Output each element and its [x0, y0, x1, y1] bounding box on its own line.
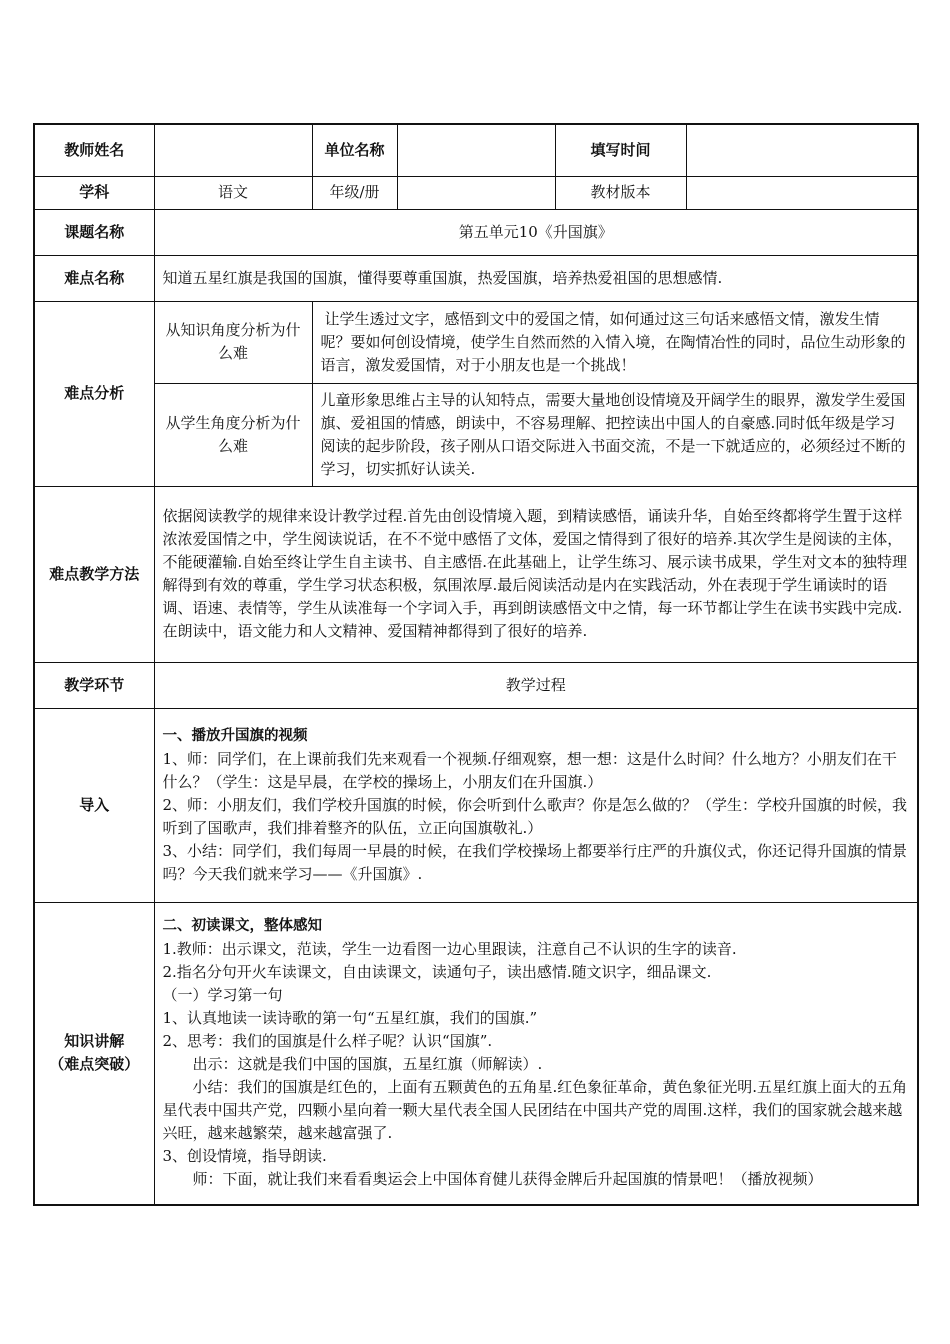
unit-name-label: 单位名称: [312, 124, 397, 176]
student-angle-label: 从学生角度分析为什么难: [154, 383, 312, 486]
course-label: 课题名称: [34, 209, 154, 255]
grade-label: 年级/册: [312, 176, 397, 209]
intro-content: [154, 708, 918, 902]
knowledge-paragraph-6: 出示：这就是我们中国的国旗，五星红旗（师解读）.: [192, 1055, 543, 1074]
teacher-name-value: [154, 124, 312, 176]
teacher-name-label: 教师姓名: [34, 124, 154, 176]
knowledge-paragraph-1: 1.教师：出示课文，范读，学生一边看图一边心里跟读，注意自己不认识的生字的读音.: [162, 940, 737, 959]
process-section-label: 教学环节: [34, 662, 154, 708]
knowledge-paragraph-9: 师：下面，就让我们来看看奥运会上中国体育健儿获得金牌后升起国旗的情景吧！（播放视频）: [192, 1170, 823, 1189]
edition-value: [686, 176, 918, 209]
knowledge-content: [154, 902, 918, 1205]
intro-label: 导入: [34, 708, 154, 902]
difficulty-row: [34, 255, 918, 301]
difficulty-label: 难点名称: [34, 255, 154, 301]
method-row: [34, 486, 918, 662]
edition-label: 教材版本: [555, 176, 686, 209]
knowledge-angle-label: 从知识角度分析为什么难: [154, 301, 312, 383]
knowledge-angle-text: 让学生透过文字，感悟到文中的爱国之情，如何通过这三句话来感悟文情，激发生情呢？要如何创设情境，使学生自然而然的入情入境，在陶情冶性的同时，品位生动形象的语言，激发爱国情，对于小朋友也是一个挑战！: [312, 301, 918, 383]
analysis-row-knowledge: [34, 301, 918, 383]
knowledge-paragraph-2: 2.指名分句开火车读课文，自由读课文，读通句子，读出感情.随文识字，细品课文.: [162, 963, 712, 982]
knowledge-paragraph-5: 2、思考：我们的国旗是什么样子呢？认识“国旗”.: [162, 1032, 493, 1051]
course-value: 第五单元10《升国旗》: [154, 209, 918, 255]
intro-title: 一、播放升国旗的视频: [162, 727, 308, 744]
knowledge-label-line-2: （难点突破）: [49, 1055, 140, 1074]
knowledge-paragraph-3: （一）学习第一句: [162, 986, 283, 1005]
knowledge-label: [34, 902, 154, 1205]
fill-time-value: [686, 124, 918, 176]
subject-label: 学科: [34, 176, 154, 209]
knowledge-title: 二、初读课文，整体感知: [162, 918, 322, 935]
knowledge-paragraph-7: 小结：我们的国旗是红色的，上面有五颗黄色的五角星.红色象征革命，黄色象征光明.五星红旗上面大的五角星代表中国共产党，四颗小星向着一颗大星代表全国人民团结在中国共产党的周围.这样，我们的国家就会越来越兴旺，越来越繁荣，越来越富强了.: [162, 1078, 908, 1143]
knowledge-paragraph-4: 1、认真地读一读诗歌的第一句“五星红旗，我们的国旗.”: [162, 1009, 538, 1028]
difficulty-value: 知道五星红旗是我国的国旗，懂得要尊重国旗，热爱国旗，培养热爱祖国的思想感情.: [154, 255, 918, 301]
knowledge-row: [34, 902, 918, 1205]
course-row: [34, 209, 918, 255]
knowledge-label-line-1: 知识讲解: [64, 1032, 125, 1051]
analysis-label: 难点分析: [34, 301, 154, 486]
intro-paragraph-3: 3、小结：同学们，我们每周一早晨的时候，在我们学校操场上都要举行庄严的升旗仪式，你还记得升国旗的情景吗？今天我们就来学习——《升国旗》.: [162, 841, 908, 883]
header-row-2: [34, 176, 918, 209]
intro-paragraph-2: 2、师：小朋友们，我们学校升国旗的时候，你会听到什么歌声？你是怎么做的？（学生：学校升国旗的时候，我听到了国歌声，我们排着整齐的队伍，立正向国旗敬礼.）: [162, 795, 908, 837]
lesson-plan-table: [33, 123, 919, 1206]
process-section-value: 教学过程: [154, 662, 918, 708]
subject-value: 语文: [154, 176, 312, 209]
intro-row: [34, 708, 918, 902]
grade-value: [397, 176, 555, 209]
unit-name-value: [397, 124, 555, 176]
knowledge-paragraph-8: 3、创设情境，指导朗读.: [162, 1147, 327, 1166]
student-angle-text: 儿童形象思维占主导的认知特点，需要大量地创设情境及开阔学生的眼界，激发学生爱国旗、爱祖国的情感，朗读中，不容易理解、把控读出中国人的自豪感.同时低年级是学习阅读的起步阶段，孩子刚从口语交际进入书面交流，不是一下就适应的，必须经过不断的学习，切实抓好认读关.: [312, 383, 918, 486]
header-row-1: [34, 124, 918, 176]
method-text: 依据阅读教学的规律来设计教学过程.首先由创设情境入题，到精读感悟，诵读升华，自始至终都将学生置于这样浓浓爱国情之中，学生阅读说话，在不不觉中感悟了文体，爱国之情得到了很好的培养.其次学生是阅读的主体，不能硬灌输.自始至终让学生自主读书、自主感悟.在此基础上，让学生练习、展示读书成果，学生对文本的独特理解得到有效的尊重，学生学习状态积极，氛围浓厚.最后阅读活动是内在实践活动，外在表现于学生诵读时的语调、语速、表情等，学生从读准每一个字词入手，再到朗读感悟文中之情，每一环节都让学生在读书实践中完成.在朗读中，语文能力和人文精神、爱国精神都得到了很好的培养.: [154, 486, 918, 662]
fill-time-label: 填写时间: [555, 124, 686, 176]
intro-paragraph-1: 1、师：同学们，在上课前我们先来观看一个视频.仔细观察，想一想：这是什么时间？什么地方？小朋友们在干什么？（学生：这是早晨，在学校的操场上，小朋友们在升国旗.）: [162, 749, 897, 791]
process-header-row: [34, 662, 918, 708]
method-label: 难点教学方法: [34, 486, 154, 662]
analysis-row-student: [34, 383, 918, 486]
